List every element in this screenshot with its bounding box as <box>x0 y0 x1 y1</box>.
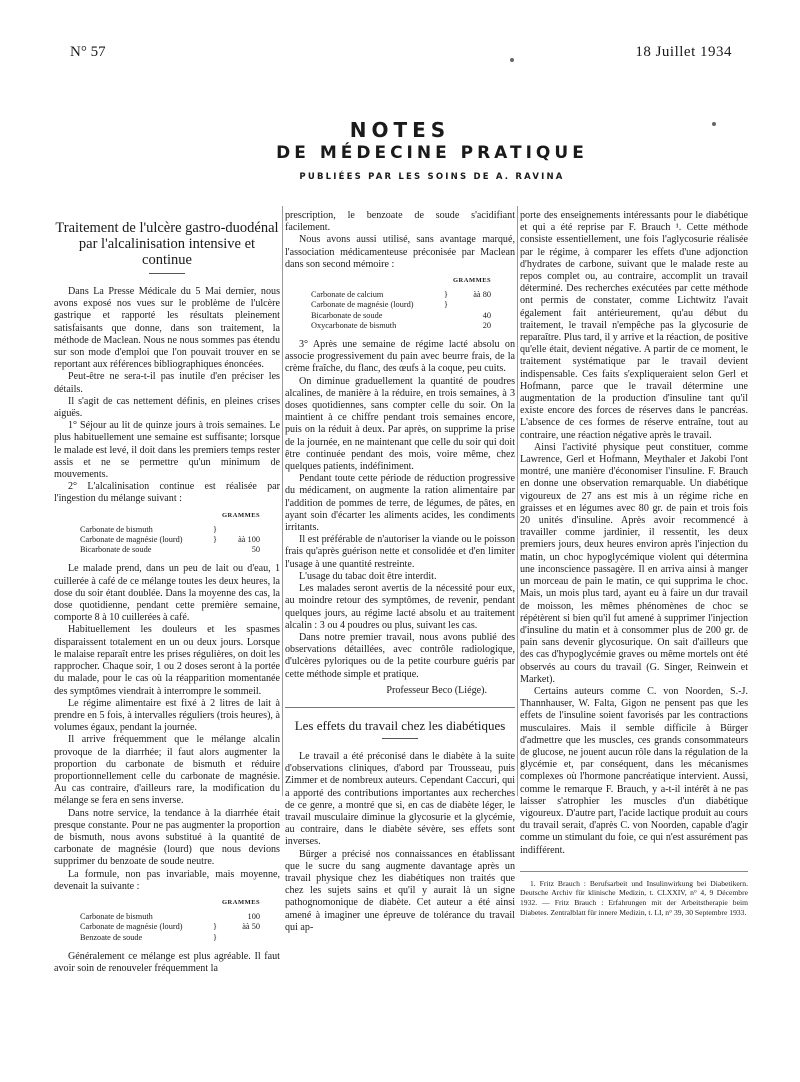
paragraph: Le régime alimentaire est fixé à 2 litres de lait à prendre en 5 fois, à intervalles réguliers (trois heures), à volumes égaux, pendant la journée. <box>54 697 280 734</box>
paragraph: Généralement ce mélange est plus agréable. Il faut avoir soin de renouveler fréquemment la <box>54 950 280 974</box>
column-3 <box>520 210 748 917</box>
recipe-row: Carbonate de bismuth 100 <box>80 912 260 922</box>
recipe-row: Bicarbonate de soude 40 <box>311 310 491 320</box>
paragraph: 3° Après une semaine de régime lacté absolu on associe progressivement du pain avec beurre frais, de la crème fraîche, du flanc, des œufs à la coque, peu cuits. <box>285 339 515 375</box>
paragraph: 2° L'alcalinisation continue est réalisée par l'ingestion du mélange suivant : <box>54 481 280 505</box>
paragraph: Le malade prend, dans un peu de lait ou d'eau, 1 cuillerée à café de ce mélange toutes les deux heures, la dose du soir étant doublée. Dans la moyenne des cas, la dose quotidienne, pendant cette première semaine, comporte 8 à 10 cuillerées à café. <box>54 563 280 624</box>
masthead-subtitle: PUBLIÉES PAR LES SOINS DE A. RAVINA <box>299 172 565 182</box>
recipe-table-1 <box>80 511 280 556</box>
paragraph: Dans notre service, la tendance à la diarrhée était presque constante. Pour ne pas augmenter la proportion de bismuth, nous avons substitué à la quantité de carbonate de magnésie (lourd) que nous devions supprimer du benzoate de soude neutre. <box>54 807 280 868</box>
paragraph: Pendant toute cette période de réduction progressive du médicament, on augmente la ration alimentaire par l'addition de pommes de terre, de légumes, de pâtes, en ayant soin d'écarter les aliments acides, les condiments irritants. <box>285 473 515 534</box>
paragraph: L'usage du tabac doit être interdit. <box>299 570 437 582</box>
footnote <box>520 871 748 917</box>
column-2 <box>285 210 515 934</box>
title-rule <box>382 738 418 739</box>
paragraph: Ainsi l'activité physique peut constituer, comme Lawrence, Gerl et Hofmann, Meythaler et Jakobi l'ont montré, une manière d'économiser l'insuline. F. Brauch en donne une observation remarquable. Un diabétique vigoureux de 27 ans est mis à un régime riche en graisses et en légumes avec 80 gr. de pain et trois fois 20 unités d'insuline. Après avoir recommencé à travailler comme jardinier, il ressentit, les deux premiers jours, deux heures environ après l'injection du matin, un choc hypoglycémique violent qui détermina une inconscience passagère. Il en arriva ainsi à manger un morceau de pain le matin, ce qui supprima le choc. Mais, un mois plus tard, ayant eu à faire un dur travail de moisson, les mêmes phénomènes de choc se répétèrent si bien qu'il fut amené à supprimer l'injection d'insuline du matin et à consommer plus de 200 gr. de pain sans devenir glycosurique. On sait d'ailleurs que des cas d'hypoglycémie graves ou même mortels ont été observés au cours du travail (G. Singer, Reinwein et Market). <box>520 441 748 685</box>
paragraph: Habituellement les douleurs et les spasmes disparaissent totalement en un ou deux jours. Lorsque le malaise reparaît entre les prises régulières, on doit les rapprocher. Chaque soir, 1 ou 2 doses seront à la portée du malade, pour le cas où la réapparition momentanée des symptômes viendrait à interrompre le sommeil. <box>54 624 280 697</box>
recipe-unit: GRAMMES <box>222 898 261 906</box>
column-divider <box>282 206 283 796</box>
recipe-row: Carbonate de magnésie (lourd) } <box>311 300 448 310</box>
paragraph: Il est préférable de n'autoriser la viande ou le poisson frais qu'après guérison nette et consolidée et d'en limiter l'usage à une quantité restreinte. <box>285 534 515 570</box>
paragraph: Les malades seront avertis de la nécessité pour eux, au moindre retour des symptômes, de revenir, pendant quelques jours, au régime lacté absolu et au traitement alcalin : 3 ou 4 poudres ou plus, suivant les cas. <box>285 583 515 631</box>
paragraph: Le travail a été préconisé dans le diabète à la suite d'observations cliniques, d'abord par Trousseau, puis Zimmer et de nombreux auteurs. Cependant Caccuri, qui a apporté des contributions importantes aux recherches de ce genre, a montré que si, en cas de diabète léger, le travail musculaire diminue la glycosurie et la glycémie, au contraire, dans le diabète sévère, ses effets sont inverses. <box>285 750 515 848</box>
issue-number: N° 57 <box>70 44 106 60</box>
column-divider <box>517 206 518 796</box>
article-separator <box>285 707 515 708</box>
paragraph: La formule, non pas invariable, mais moyenne, devenait la suivante : <box>54 868 280 892</box>
print-speck <box>510 58 514 62</box>
recipe-row: Carbonate de calcium } àà 80 <box>311 290 491 300</box>
recipe-row: Oxycarbonate de bismuth 20 <box>311 320 491 330</box>
recipe-table-3 <box>311 276 515 331</box>
recipe-row: Bicarbonate de soude 50 <box>80 545 260 555</box>
recipe-row: Benzoate de soude } <box>80 932 217 942</box>
author-signature: Professeur Beco (Liége). <box>386 684 487 696</box>
masthead-title: DE MÉDECINE PRATIQUE <box>276 143 588 163</box>
recipe-row: Carbonate de magnésie (lourd) } àà 100 <box>80 535 260 545</box>
paragraph: Il s'agit de cas nettement définis, en pleines crises aiguës. <box>54 395 280 420</box>
paragraph: Dans notre premier travail, nous avons publié des observations détaillées, avec contrôle radiologique, d'ulcères pyloriques ou de la petite courbure guéris par cette méthode simple et pratique. <box>285 631 515 680</box>
recipe-table-2 <box>80 898 280 943</box>
recipe-row: Carbonate de magnésie (lourd) } àà 50 <box>80 922 260 932</box>
article-title-ulcer: Traitement de l'ulcère gastro-duodénal par l'alcalinisation intensive et continue <box>55 220 279 268</box>
paragraph: Certains auteurs comme C. von Noorden, S.-J. Thannhauser, W. Falta, Gigon ne pensent pas que les effets de l'insuline soient favorisés par les contractions musculaires. Mais il semble difficile à Bürger d'admettre que les muscles, ces grands consommateurs de glucose, ne jouent aucun rôle dans la régulation de la glycémie et, par conséquent, dans les mécanismes complexes où l'hormone pancréatique intervient. Aussi, comme le remarque F. Brauch, y a-t-il intérêt à ne pas laisser s'atrophier les muscles d'un diabétique vigoureux. D'autre part, l'acide lactique produit au cours du travail serait, d'après C. von Noorden, capable d'agir comme un stimulant du foie, ce qui n'est assurément pas indifférent. <box>520 685 748 856</box>
paragraph: prescription, le benzoate de soude s'acidifiant facilement. <box>285 210 515 234</box>
masthead-notes: NOTES <box>349 118 451 142</box>
paragraph: On diminue graduellement la quantité de poudres alcalines, de manière à la réduire, en trois semaines, à 3 doses quotidiennes, sans compter celle du soir. On la maintient à ce chiffre pendant trois semaines encore, puis on la réduit à deux. Par après, on supprime la prise de la journée, en ne maintenant que celle du soir qui doit être continuée pendant des mois, voire même, chez quelques patients, indéfiniment. <box>285 375 515 473</box>
column-1 <box>54 210 280 975</box>
article-title-diabetes: Les effets du travail chez les diabétiques <box>294 717 506 733</box>
title-rule <box>149 273 185 274</box>
recipe-row: Carbonate de bismuth } <box>80 524 217 534</box>
paragraph: Dans La Presse Médicale du 5 Mai dernier, nous avons exposé nos vues sur le problème de l'ulcère gastrique et rapporté les résultats pleinement satisfaisants que donne, dans son traitement, la méthode de Maclean. Nous ne nous sommes pas étendu sur son mode d'emploi que l'on pouvait trouver en se reportant aux références bibliographiques énoncées. <box>54 286 280 371</box>
paragraph: Il arrive fréquemment que le mélange alcalin provoque de la diarrhée; il faut alors augmenter la proportion du carbonate de bismuth et réduire proportionnellement celle du carbonate de magnésie. Au cas contraire, d'ailleurs rare, la modification du mélange se fera en sens inverse. <box>54 734 280 807</box>
paragraph: 1° Séjour au lit de quinze jours à trois semaines. Le plus habituellement une semaine est suffisante; lorsque le malade est levé, il doit dans les premiers temps rester assis et ne se permettre qu'un minimum de mouvements. <box>54 420 280 481</box>
paragraph: Peut-être ne sera-t-il pas inutile d'en préciser les détails. <box>54 371 280 395</box>
footnote-text: 1. Fritz Brauch : Berufsarbeit und Insulinwirkung bei Diabetikern. Deutsche Archiv für klinische Medizin, t. CLXXIV, n° 4, 9 Décembre 1932. — Fritz Brauch : Erfahrungen mit der Arbeitstherapie beim Diabetes. Zentralblatt für innere Medizin, t. LI, n° 39, 30 Septembre 1933. <box>520 878 748 917</box>
issue-date: 18 Juillet 1934 <box>635 44 732 60</box>
recipe-unit: GRAMMES <box>453 277 492 285</box>
paragraph: Bürger a précisé nos connaissances en établissant que le sucre du sang augmente davantage après un travail physique chez les diabétiques non traités que chez les sujets sains et qu'il y aurait là un signe pathognomonique de diabète. Cet auteur a été ainsi amené à imaginer une épreuve de tolérance du travail qui ap- <box>285 848 515 933</box>
paragraph: Nous avons aussi utilisé, sans avantage marqué, l'association médicamenteuse préconisée par Maclean dans son second mémoire : <box>285 234 515 270</box>
recipe-unit: GRAMMES <box>222 511 261 519</box>
paragraph: porte des enseignements intéressants pour le diabétique et qui a été reprise par F. Brauch ¹. Cette méthode consiste essentiellement, une fois l'aglycosurie réalisée par le régime, à comparer les effets d'une adjonction d'hydrates de carbone, suivant que le malade reste au repos complet ou, au contraire, accomplit un travail déterminé. Des recherches exécutées par cette méthode ont permis de constater, comme Lichtwitz l'avait également fait antérieurement, qu'au début du traitement, le travail n'empêche pas la glycosurie de reparaître. Plus tard, il y arrive et la réaction, de positive qu'elle était, devient négative. A partir de ce moment, le traitement systématique par le travail devient indispensable. Ces faits s'expliqueraient selon Gerl et Hofmann, parce que le travail détermine une augmentation de la production d'insuline tant qu'il existe encore des forces de réserves dans le pancréas. L'absence de ces formes de réserve entraîne, tout au contraire, une réaction négative après le travail. <box>520 210 748 441</box>
